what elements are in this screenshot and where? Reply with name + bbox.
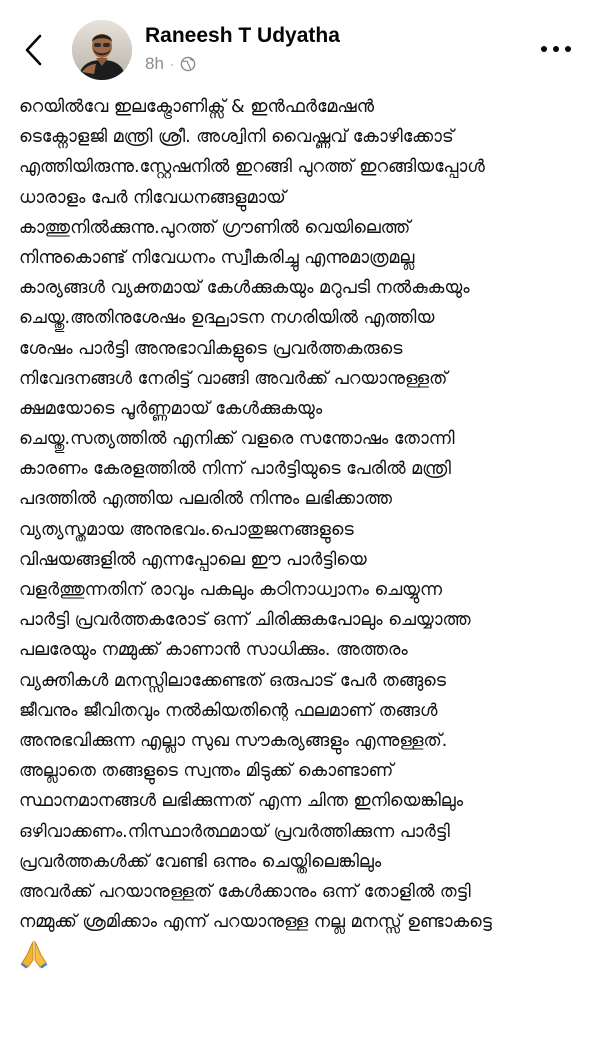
post-header <box>0 0 590 90</box>
post-text-line: കാര്യങ്ങൾ വ്യക്തമായ് കേൾക്കുകയും മറുപടി നൽകുകയും <box>19 278 470 299</box>
globe-icon[interactable] <box>180 56 196 72</box>
post-text-line: വളർത്തുന്നതിന് രാവും പകലും കഠിനാധ്വാനം ചെയ്യുന്ന <box>19 580 443 600</box>
post-text-line: അവർക്ക് പറയാനുള്ളത് കേൾക്കാനും ഒന്ന് തോളിൽ തട്ടി <box>19 881 471 902</box>
back-button[interactable] <box>14 28 54 72</box>
post-text-line: വ്യത്യസ്തമായ അനുഭവം.പൊതുജനങ്ങളുടെ <box>19 519 354 540</box>
chevron-left-icon <box>23 33 45 67</box>
closing-emoji <box>19 937 581 973</box>
post-text-line: അല്ലാതെ തങ്ങളുടെ സ്വന്തം മിടുക്ക് കൊണ്ടാണ് <box>19 761 394 782</box>
meta-separator: · <box>169 57 174 71</box>
author-avatar[interactable] <box>72 20 132 80</box>
post-text-line: കാരണം കേരളത്തിൽ നിന്ന് പാർട്ടിയുടെ പേരിൽ മന്ത്രി <box>19 459 451 480</box>
post-text-line: പദത്തിൽ എത്തിയ പലരിൽ നിന്നും ലഭിക്കാത്ത <box>19 489 392 510</box>
post-text-line: റെയിൽവേ ഇലക്ട്രോണിക്സ് & ഇൻഫർമേഷൻ <box>19 97 375 117</box>
post-text-line: പാർട്ടി പ്രവർത്തകരോട് ഒന്ന് ചിരിക്കുകപോലും ചെയ്യാത്ത <box>19 610 471 631</box>
folded-hands-icon <box>19 939 49 969</box>
post-text-line: ചെയ്തു.അതിനുശേഷം ഉദ്ഘാടന നഗരിയിൽ എത്തിയ <box>19 308 435 329</box>
post-text-line: വ്യക്തികൾ മനസ്സിലാക്കേണ്ടത് ഒരുപാട് പേർ തങ്ങുടെ <box>19 670 446 691</box>
post-meta <box>145 54 196 74</box>
post-text <box>19 92 581 1058</box>
post-text-line: നിന്നുകൊണ്ട് നിവേധനം സ്വീകരിച്ചു എന്നുമാത്രമല്ല <box>19 247 415 268</box>
post-text-line: നമ്മുക്ക് ശ്രമിക്കാം എന്ന് പറയാനുള്ള നല്ല മനസ്സ് ഉണ്ടാകട്ടെ <box>19 912 492 933</box>
author-name[interactable]: Raneesh T Udyatha <box>145 24 340 47</box>
post-text-line: പലരേയും നമ്മുക്ക് കാണാൻ സാധിക്കും. അത്തരം <box>19 640 408 661</box>
post-text-line: കാത്തുനിൽക്കുന്നു.പുറത്ത് ഗ്രൗണിൽ വെയിലെത്ത് <box>19 217 411 238</box>
post-timestamp[interactable]: 8h <box>145 54 164 73</box>
more-dots-icon <box>540 45 572 53</box>
post-text-line: വിഷയങ്ങളിൽ എന്നപ്പോലെ ഈ പാർട്ടിയെ <box>19 549 367 570</box>
avatar-photo <box>72 20 132 80</box>
post-text-line: ഒഴിവാക്കണം.നിസ്ഥാർത്ഥമായ് പ്രവർത്തിക്കുന്ന പാർട്ടി <box>19 821 450 842</box>
post-text-line: ധാരാളം പേർ നിവേധനങ്ങളുമായ് <box>19 187 286 208</box>
post-text-line: ക്ഷമയോടെ പൂർണ്ണമായ് കേൾക്കുകയും <box>19 398 323 419</box>
post-text-line: ശേഷം പാർട്ടി അനുഭാവികളുടെ പ്രവർത്തകരുടെ <box>19 338 403 359</box>
post-text-line: ടെക്നോളജി മന്ത്രി ശ്രീ. അശ്വിനി വൈഷ്ണവ് കോഴിക്കോട് <box>19 127 454 148</box>
post-text-line: അനുഭവിക്കുന്ന എല്ലാ സുഖ സൗകര്യങ്ങളും എന്നുള്ളത്. <box>19 730 448 751</box>
post-text-line: ചെയ്തു.സത്യത്തിൽ എനിക്ക് വളരെ സന്തോഷം തോന്നി <box>19 429 455 450</box>
more-options-button[interactable] <box>536 34 576 64</box>
post-text-line: നിവേദനങ്ങൾ നേരിട്ട് വാങ്ങി അവർക്ക് പറയാനുള്ളത് <box>19 368 448 389</box>
post-text-line: എത്തിയിരുന്നു.സ്റ്റേഷനിൽ ഇറങ്ങി പുറത്ത് ഇറങ്ങിയപ്പോൾ <box>19 157 485 178</box>
post-text-line: പ്രവർത്തകൾക്ക് വേണ്ടി ഒന്നും ചെയ്തിലെങ്കിലും <box>19 851 382 872</box>
post-text-line: ജീവനും ജീവിതവും നൽകിയതിന്റെ ഫലമാണ് തങ്ങൾ <box>19 700 438 721</box>
post-text-line: സ്ഥാനമാനങ്ങൾ ലഭിക്കുന്നത് എന്ന ചിന്ത ഇനിയെങ്കിലും <box>19 791 464 812</box>
